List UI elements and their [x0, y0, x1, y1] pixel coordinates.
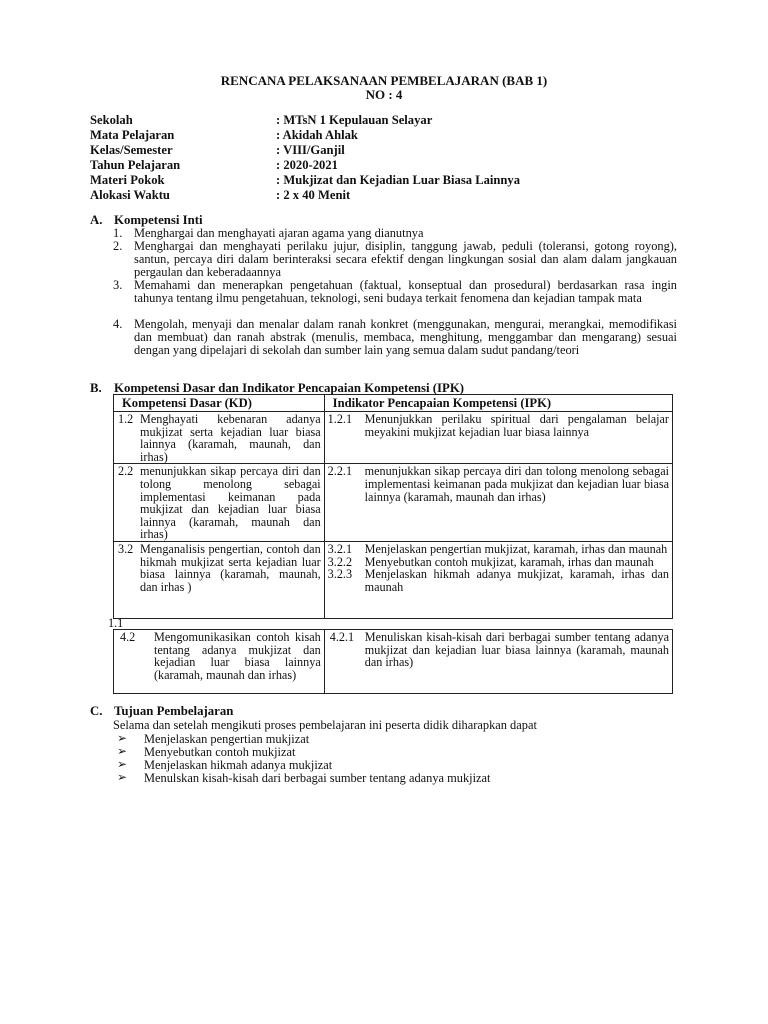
- document-title: RENCANA PELAKSANAAN PEMBELAJARAN (BAB 1): [220, 73, 548, 88]
- kd-cell: [114, 630, 325, 694]
- kd-text: Menghayati kebenaran adanya mukjizat serta kejadian luar biasa lainnya (karamah, maunah, dan irhas): [140, 412, 321, 464]
- ipk-text: Menuliskan kisah-kisah dari berbagai sumber tentang adanya mukjizat dan kejadian luar biasa lainnya (karamah, maunah dan irhas): [364, 630, 669, 670]
- list-text: Menghargai dan menghayati perilaku jujur, disiplin, tanggung jawab, peduli (toleransi, gotong royong), santun, percaya diri dalam berinteraksi secara efektif dengan lingkungan sosial dan alam dalam jangkauan pergaulan dan keberadaannya: [134, 239, 677, 279]
- list-text: Menyebutkan contoh mukjizat: [144, 745, 296, 759]
- list-number: 4.: [113, 317, 123, 331]
- section-letter: A.: [90, 213, 103, 227]
- ipk-text: Menjelaskan hikmah adanya mukjizat, karamah, irhas dan maunah: [364, 567, 669, 594]
- ipk-text: Menyebutkan contoh mukjizat, karamah, irhas dan maunah: [364, 554, 654, 569]
- section-c-intro: Selama dan setelah mengikuti proses pembelajaran ini peserta didik diharapkan dapat: [113, 718, 537, 732]
- arrow-bullet-icon: ➢: [117, 770, 128, 784]
- table-row: [114, 541, 673, 618]
- list-number: 1.: [113, 226, 123, 240]
- ipk-cell: [324, 541, 672, 618]
- identity-label: Tahun Pelajaran: [90, 158, 181, 172]
- document-number: NO : 4: [365, 87, 403, 102]
- identity-value: : Mukjizat dan Kejadian Luar Biasa Lainnya: [276, 173, 520, 187]
- identity-value: : Akidah Ahlak: [276, 128, 358, 142]
- kd-cell: [114, 412, 325, 464]
- list-text: Mengolah, menyaji dan menalar dalam ranah konkret (menggunakan, mengurai, merangkai, memodifikasi dan membuat) dan ranah abstrak (menulis, membaca, menghitung, menggambar dan mengarang) sesuai dengan yang dipelajari di sekolah dan sumber lain yang semua dalam sudut pandang/teori: [134, 317, 677, 357]
- arrow-bullet-icon: ➢: [117, 757, 128, 771]
- kd-text: Mengomunikasikan contoh kisah tentang adanya mukjizat dan kejadian luar biasa lainnya (karamah, maunah dan irhas): [154, 630, 321, 682]
- section-letter: B.: [90, 381, 102, 395]
- section-letter: C.: [90, 704, 103, 718]
- list-text: Menulskan kisah-kisah dari berbagai sumber tentang adanya mukjizat: [144, 771, 491, 785]
- kd-ipk-table-2: [113, 629, 673, 694]
- table-row: [114, 412, 673, 464]
- ipk-cell: [324, 412, 672, 464]
- identity-label: Kelas/Semester: [90, 143, 173, 157]
- list-item: [113, 318, 677, 356]
- table-row: [114, 630, 673, 694]
- identity-label: Sekolah: [90, 113, 133, 127]
- section-title: Tujuan Pembelajaran: [114, 704, 234, 718]
- ipk-number: 3.2.2: [327, 554, 353, 569]
- ipk-text: Menunjukkan perilaku spiritual dari pengalaman belajar meyakini mukjizat kejadian luar biasa lainnya: [364, 412, 669, 439]
- ipk-text: menunjukkan sikap percaya diri dan tolong menolong sebagai implementasi keimanan pada mukjizat dan kejadian luar biasa lainnya (karamah, maunah dan irhas): [364, 464, 669, 504]
- identity-value: : 2020-2021: [276, 158, 338, 172]
- ipk-cell: [324, 464, 672, 542]
- identity-value: : MTsN 1 Kepulauan Selayar: [276, 113, 433, 127]
- kd-text: Menganalisis pengertian, contoh dan hikmah mukjizat serta kejadian luar biasa lainnya (karamah, maunah, dan irhas ): [140, 541, 321, 594]
- kd-cell: [114, 541, 325, 618]
- list-item: [113, 279, 677, 305]
- list-number: 3.: [113, 278, 123, 292]
- list-text: Menjelaskan pengertian mukjizat: [144, 732, 310, 746]
- ipk-cell: [324, 630, 672, 694]
- arrow-bullet-icon: ➢: [117, 744, 128, 758]
- identity-label: Alokasi Waktu: [90, 188, 170, 202]
- list-text: Menghargai dan menghayati ajaran agama yang dianutnya: [134, 226, 424, 240]
- identity-value: : VIII/Ganjil: [276, 143, 345, 157]
- kd-ipk-table: [113, 394, 673, 619]
- ipk-number: 4.2.1: [329, 630, 355, 644]
- list-text: Memahami dan menerapkan pengetahuan (faktual, konseptual dan prosedural) berdasarkan rasa ingin tahunya tentang ilmu pengetahuan, teknologi, seni budaya terkait fenomena dan kejadian tampak mata: [134, 278, 677, 305]
- list-text: Menjelaskan hikmah adanya mukjizat: [144, 758, 333, 772]
- identity-value: : 2 x 40 Menit: [276, 188, 351, 202]
- ipk-number: 2.2.1: [327, 464, 353, 479]
- identity-label: Mata Pelajaran: [90, 128, 175, 142]
- stray-label: 1.1: [108, 616, 124, 630]
- kd-number: 4.2: [120, 630, 136, 644]
- kd-number: 3.2: [118, 541, 134, 556]
- ipk-number: 1.2.1: [327, 412, 353, 426]
- section-c-heading: [90, 704, 233, 719]
- ipk-text: Menjelaskan pengertian mukjizat, karamah, irhas dan maunah: [364, 541, 668, 556]
- arrow-bullet-icon: ➢: [117, 731, 128, 745]
- table-row: [114, 464, 673, 542]
- kd-number: 1.2: [118, 412, 134, 426]
- section-title: Kompetensi Inti: [114, 213, 203, 227]
- identity-label: Materi Pokok: [90, 173, 165, 187]
- column-header-ipk: Indikator Pencapaian Kompetensi (IPK): [324, 395, 672, 412]
- list-item: [113, 227, 677, 240]
- kd-number: 2.2: [118, 464, 134, 479]
- list-item: [113, 240, 677, 278]
- ipk-number: 3.2.1: [327, 541, 353, 556]
- list-number: 2.: [113, 239, 123, 253]
- section-title: Kompetensi Dasar dan Indikator Pencapaian Kompetensi (IPK): [114, 381, 465, 395]
- kd-text: menunjukkan sikap percaya diri dan tolong menolong sebagai implementasi keimanan pada mukjizat dan kejadian luar biasa lainnya (karamah, maunah dan irhas): [140, 464, 321, 542]
- kd-cell: [114, 464, 325, 542]
- ipk-number: 3.2.3: [327, 567, 353, 582]
- column-header-kd: Kompetensi Dasar (KD): [114, 395, 325, 412]
- table-header-row: [114, 395, 673, 412]
